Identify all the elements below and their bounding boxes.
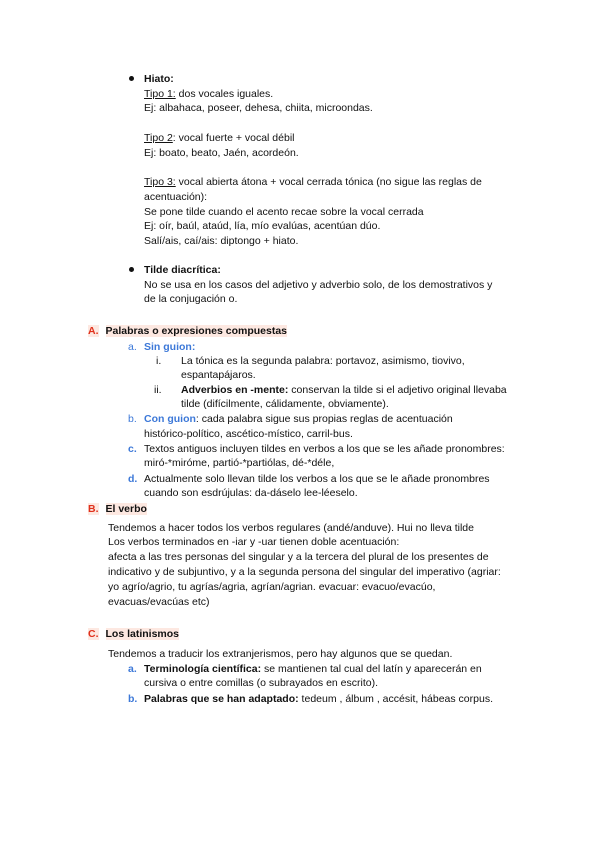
section-a-title: Palabras o expresiones compuestas [105,325,287,337]
c-a-text: se mantienen tal cual del latín y aparecerán en [261,663,482,675]
c-b-line [144,692,493,706]
a-d-line1: Actualmente solo llevan tilde los verbos a los que se le añade pronombres [144,473,490,485]
adverbios-mente: Adverbios en -mente: [181,384,289,396]
tipo3-line3: Se pone tilde cuando el acento recae sobre la vocal cerrada [144,206,424,218]
palabras-adaptadas: Palabras que se han adaptado: [144,693,299,705]
a-ii-line2: tilde (difícilmente, cálidamente, obviamente). [181,398,389,410]
a-ii-marker: ii. [154,384,162,396]
b-line2: Los verbos terminados en -iar y -uar tienen doble acentuación: [108,536,400,548]
hiato-title: Hiato: [144,73,174,85]
tipo1-text: dos vocales iguales. [175,88,274,100]
tipo3-text: vocal abierta átona + vocal cerrada tónica (no sigue las reglas de [175,176,482,188]
tipo3-line5: Salí/ais, caí/ais: diptongo + hiato. [144,235,299,247]
c-a-line2: cursiva o entre comillas (o subrayados en escrito). [144,677,379,689]
section-c-marker: C. [88,628,99,640]
diacritica-line2: de la conjugación o. [144,293,238,305]
section-b-marker: B. [88,503,99,515]
terminologia-cientifica: Terminología científica: [144,663,262,675]
c-b-text: tedeum , álbum , accésit, hábeas corpus. [298,693,493,705]
a-b-line1 [144,412,453,426]
b-line1: Tendemos a hacer todos los verbos regulares (andé/anduve). Hui no lleva tilde [108,522,474,534]
a-c-line1: Textos antiguos incluyen tildes en verbos a los que se les añade pronombres: [144,443,505,455]
section-b-title: El verbo [105,503,147,515]
a-c-line2: miró-*miróme, partió-*partiólas, dé-*déle, [144,457,335,469]
section-b-heading [88,502,147,516]
a-i-line2: espantapájaros. [181,369,256,381]
tipo3-line2: acentuación): [144,191,208,203]
tipo3-label: Tipo 3: [144,176,176,188]
a-i-line1: La tónica es la segunda palabra: portavoz, asimismo, tiovivo, [181,355,465,367]
section-a-heading [88,324,287,338]
a-b-line2: histórico-político, ascético-místico, carril-bus. [144,428,353,440]
a-b-marker: b. [128,413,137,425]
a-d-line2: cuando son esdrújulas: da-dáselo lee-léeselo. [144,487,358,499]
bullet-hiato [129,76,134,81]
a-a-marker: a. [128,341,137,353]
tipo1-example: Ej: albahaca, poseer, dehesa, chiita, microondas. [144,102,373,114]
section-c-title: Los latinismos [105,628,180,640]
hiato-tipo3 [144,175,482,189]
diacritica-line1: No se usa en los casos del adjetivo y adverbio solo, de los demostrativos y [144,279,493,291]
tipo2-text: : vocal fuerte + vocal débil [172,132,295,144]
tipo1-label: Tipo 1: [144,88,176,100]
c-b-marker: b. [128,693,138,705]
a-c-marker: c. [128,443,137,455]
tipo2-label: Tipo 2 [144,132,173,144]
hiato-tipo2 [144,131,295,145]
tipo2-example: Ej: boato, beato, Jaén, acordeón. [144,147,299,159]
hiato-tipo1 [144,87,273,101]
a-b-text: : cada palabra sigue sus propias reglas de acentuación [195,413,453,425]
b-line5: yo agrío/agrio, tu agrías/agria, agrían/agrian. evacuar: evacuo/evacúo, [108,581,436,593]
section-a-marker: A. [88,325,99,337]
bullet-diacritica [129,267,134,272]
diacritica-title: Tilde diacrítica: [144,264,221,276]
section-c-heading [88,627,179,641]
c-a-marker: a. [128,663,137,675]
a-i-marker: i. [156,355,162,367]
b-line3: afecta a las tres personas del singular y a la tercera del plural de los presentes de [108,551,489,563]
a-ii-line1 [181,383,507,397]
b-line6: evacuas/evacúas etc) [108,596,210,608]
c-intro: Tendemos a traducir los extranjerismos, pero hay algunos que se quedan. [108,648,453,660]
con-guion-title: Con guion [144,413,196,425]
a-ii-text: conservan la tilde si el adjetivo original llevaba [288,384,507,396]
b-line4: indicativo y de subjuntivo, y a la segunda persona del singular del imperativo (agriar: [108,566,501,578]
sin-guion-title: Sin guion: [144,341,196,353]
c-a-line1 [144,662,482,676]
tipo3-line4: Ej: oír, baúl, ataúd, lía, mío evalúas, acentúan dúo. [144,220,381,232]
a-d-marker: d. [128,473,138,485]
